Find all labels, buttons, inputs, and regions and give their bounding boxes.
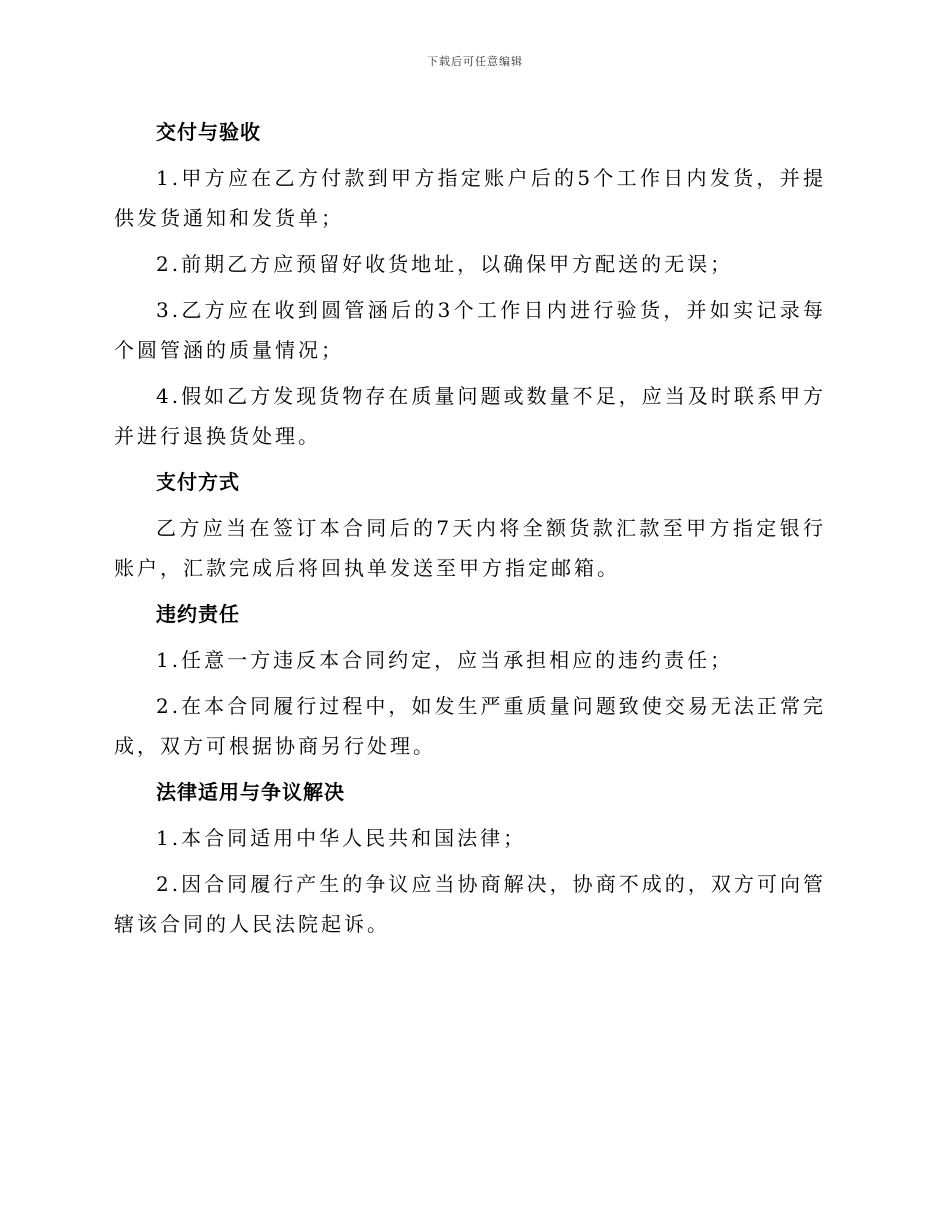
paragraph: 4.假如乙方发现货物存在质量问题或数量不足，应当及时联系甲方并进行退换货处理。 <box>114 384 826 448</box>
section-payment-method <box>114 462 826 588</box>
section-heading: 支付方式 <box>156 470 240 494</box>
section-delivery-acceptance <box>114 112 826 456</box>
paragraph: 1.本合同适用中华人民共和国法律； <box>156 826 527 850</box>
paragraph: 2.在本合同履行过程中，如发生严重质量问题致使交易无法正常完成，双方可根据协商另行处理。 <box>114 694 826 758</box>
section-heading: 违约责任 <box>156 602 240 626</box>
paragraph: 1.任意一方违反本合同约定，应当承担相应的违约责任； <box>156 648 734 672</box>
header-note: 下载后可任意编辑 <box>427 55 523 68</box>
section-heading: 法律适用与争议解决 <box>156 780 345 804</box>
paragraph: 2.因合同履行产生的争议应当协商解决，协商不成的，双方可向管辖该合同的人民法院起诉。 <box>114 872 826 936</box>
section-law-dispute <box>114 772 826 944</box>
paragraph: 2.前期乙方应预留好收货地址，以确保甲方配送的无误； <box>156 252 734 276</box>
paragraph: 3.乙方应在收到圆管涵后的3个工作日内进行验货，并如实记录每个圆管涵的质量情况； <box>114 298 826 362</box>
section-breach-liability <box>114 594 826 766</box>
paragraph: 乙方应当在签订本合同后的7天内将全额货款汇款至甲方指定银行账户，汇款完成后将回执单发送至甲方指定邮箱。 <box>114 516 826 580</box>
paragraph: 1.甲方应在乙方付款到甲方指定账户后的5个工作日内发货，并提供发货通知和发货单； <box>114 166 826 230</box>
section-heading: 交付与验收 <box>156 120 261 144</box>
document-body <box>114 112 826 950</box>
